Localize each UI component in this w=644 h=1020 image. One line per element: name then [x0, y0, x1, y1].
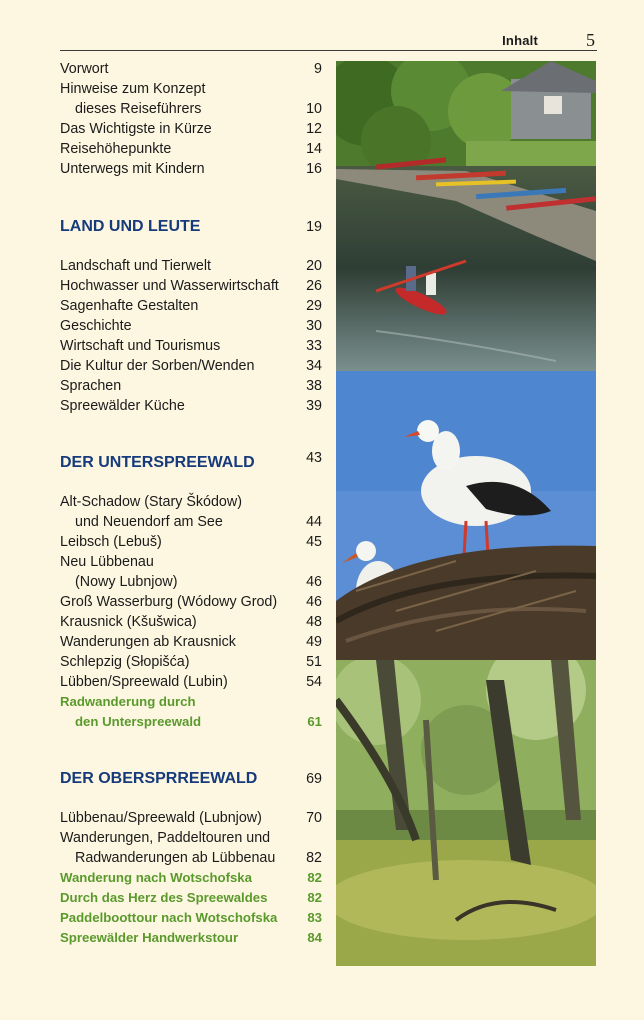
- toc-entry[interactable]: [60, 336, 322, 356]
- toc-entry[interactable]: [60, 888, 322, 908]
- entry-title: Wanderung nach Wotschofska: [60, 870, 252, 885]
- entry-page-number: 46: [306, 574, 322, 590]
- entry-page-number: 34: [306, 358, 322, 374]
- entry-title: Leibsch (Lebuš): [60, 534, 162, 550]
- toc-entry[interactable]: [60, 828, 322, 848]
- entry-page-number: 38: [306, 378, 322, 394]
- page-number: 5: [586, 30, 595, 50]
- toc-entry[interactable]: [60, 652, 322, 672]
- toc-entry[interactable]: [60, 612, 322, 632]
- entry-title: Schlepzig (Słopišća): [60, 654, 190, 670]
- toc-entry[interactable]: [60, 396, 322, 416]
- toc-entry[interactable]: [60, 119, 322, 139]
- entry-page-number: 46: [306, 594, 322, 610]
- entry-page-number: 61: [307, 714, 322, 729]
- entry-page-number: 39: [306, 398, 322, 414]
- toc-entry[interactable]: [60, 296, 322, 316]
- entry-title: und Neuendorf am See: [75, 514, 223, 530]
- section-heading[interactable]: [60, 216, 322, 238]
- entry-title: Vorwort: [60, 61, 109, 77]
- toc-entry[interactable]: [60, 592, 322, 612]
- toc-entry[interactable]: [60, 712, 322, 732]
- entry-page-number: 48: [306, 614, 322, 630]
- toc-entry[interactable]: [60, 848, 322, 868]
- toc-entry[interactable]: [60, 316, 322, 336]
- entry-title: Landschaft und Tierwelt: [60, 258, 212, 274]
- entry-title: Sprachen: [60, 378, 122, 394]
- toc-entry[interactable]: [60, 692, 322, 712]
- toc-entry[interactable]: [60, 99, 322, 119]
- entry-title: Reisehöhepunkte: [60, 141, 172, 157]
- section-heading[interactable]: [60, 452, 322, 474]
- toc-entry[interactable]: [60, 572, 322, 592]
- toc-spacer: [60, 790, 322, 808]
- stork-nest-photo: [336, 371, 596, 660]
- entry-title: Paddelboottour nach Wotschofska: [60, 910, 278, 925]
- entry-title: Das Wichtigste in Kürze: [60, 121, 212, 137]
- entry-page-number: 70: [306, 810, 322, 826]
- entry-page-number: 19: [306, 219, 322, 235]
- entry-title: Groß Wasserburg (Wódowy Grod): [60, 594, 278, 610]
- entry-page-number: 51: [306, 654, 322, 670]
- table-of-contents: [60, 59, 322, 948]
- entry-title: Spreewälder Küche: [60, 398, 185, 414]
- toc-entry[interactable]: [60, 79, 322, 99]
- toc-entry[interactable]: [60, 632, 322, 652]
- entry-title: Radwanderungen ab Lübbenau: [75, 850, 276, 866]
- header-label: Inhalt: [502, 33, 538, 48]
- entry-title: Wanderungen, Paddeltouren und: [60, 830, 271, 846]
- toc-entry[interactable]: [60, 868, 322, 888]
- entry-title: Sagenhafte Gestalten: [60, 298, 199, 314]
- section-title: DER OBERSPRREEWALD: [60, 770, 258, 787]
- entry-title: Krausnick (Kšušwica): [60, 614, 197, 630]
- entry-page-number: 10: [306, 101, 322, 117]
- entry-page-number: 14: [306, 141, 322, 157]
- toc-entry[interactable]: [60, 908, 322, 928]
- toc-spacer: [60, 732, 322, 768]
- swamp-forest-photo: [336, 660, 596, 966]
- toc-entry[interactable]: [60, 512, 322, 532]
- entry-title: Hochwasser und Wasserwirtschaft: [60, 278, 279, 294]
- entry-title: Wanderungen ab Krausnick: [60, 634, 236, 650]
- entry-title: Unterwegs mit Kindern: [60, 161, 205, 177]
- photo-column: [336, 61, 596, 966]
- entry-page-number: 16: [306, 161, 322, 177]
- section-title: DER UNTERSPREEWALD: [60, 454, 255, 471]
- toc-spacer: [60, 238, 322, 256]
- toc-entry[interactable]: [60, 492, 322, 512]
- entry-page-number: 43: [306, 450, 322, 466]
- entry-title: Radwanderung durch: [60, 694, 196, 709]
- toc-entry[interactable]: [60, 356, 322, 376]
- entry-title: Spreewälder Handwerkstour: [60, 930, 239, 945]
- toc-entry[interactable]: [60, 59, 322, 79]
- toc-entry[interactable]: [60, 256, 322, 276]
- entry-page-number: 82: [307, 870, 322, 885]
- entry-title: den Unterspreewald: [75, 714, 202, 729]
- entry-page-number: 29: [306, 298, 322, 314]
- toc-entry[interactable]: [60, 159, 322, 179]
- toc-entry[interactable]: [60, 552, 322, 572]
- entry-title: dieses Reiseführers: [75, 101, 202, 117]
- entry-title: Alt-Schadow (Stary Škódow): [60, 494, 242, 510]
- entry-title: Die Kultur der Sorben/Wenden: [60, 358, 255, 374]
- entry-page-number: 69: [306, 771, 322, 787]
- toc-spacer: [60, 474, 322, 492]
- entry-title: Neu Lübbenau: [60, 554, 154, 570]
- entry-title: Durch das Herz des Spreewaldes: [60, 890, 268, 905]
- entry-page-number: 54: [306, 674, 322, 690]
- toc-spacer: [60, 179, 322, 216]
- section-title: LAND UND LEUTE: [60, 218, 201, 235]
- section-heading[interactable]: [60, 768, 322, 790]
- entry-page-number: 45: [306, 534, 322, 550]
- toc-spacer: [60, 416, 322, 452]
- toc-entry[interactable]: [60, 532, 322, 552]
- page-header: [60, 32, 597, 51]
- entry-page-number: 20: [306, 258, 322, 274]
- entry-page-number: 82: [306, 850, 322, 866]
- entry-page-number: 30: [306, 318, 322, 334]
- entry-page-number: 12: [306, 121, 322, 137]
- canal-kayak-photo: [336, 61, 596, 371]
- toc-entry[interactable]: [60, 376, 322, 396]
- entry-title: Wirtschaft und Tourismus: [60, 338, 221, 354]
- entry-title: (Nowy Lubnjow): [75, 574, 178, 590]
- toc-entry[interactable]: [60, 139, 322, 159]
- entry-page-number: 83: [307, 910, 322, 925]
- entry-page-number: 82: [307, 890, 322, 905]
- entry-title: Lübben/Spreewald (Lubin): [60, 674, 228, 690]
- toc-entry[interactable]: [60, 928, 322, 948]
- entry-page-number: 33: [306, 338, 322, 354]
- entry-title: Hinweise zum Konzept: [60, 81, 206, 97]
- entry-page-number: 9: [314, 61, 322, 77]
- entry-title: Lübbenau/Spreewald (Lubnjow): [60, 810, 262, 826]
- entry-page-number: 26: [306, 278, 322, 294]
- entry-title: Geschichte: [60, 318, 132, 334]
- entry-page-number: 49: [306, 634, 322, 650]
- entry-page-number: 44: [306, 514, 322, 530]
- toc-entry[interactable]: [60, 672, 322, 692]
- toc-entry[interactable]: [60, 808, 322, 828]
- entry-page-number: 84: [307, 930, 322, 945]
- toc-entry[interactable]: [60, 276, 322, 296]
